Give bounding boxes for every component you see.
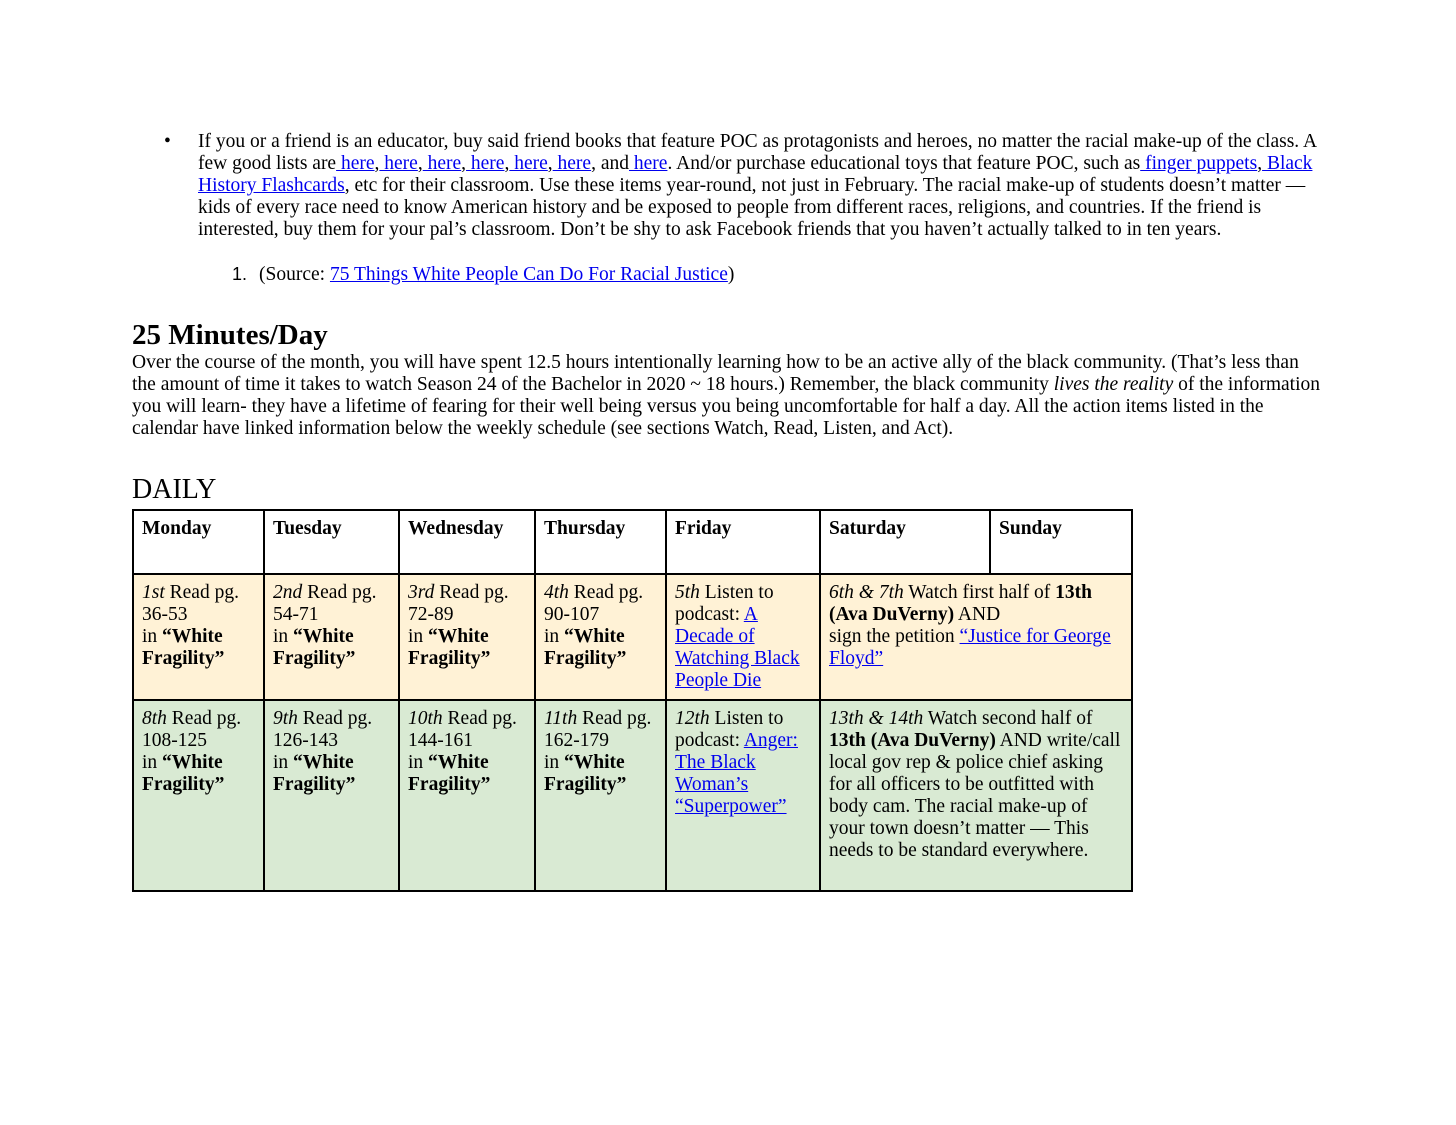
header-thursday: Thursday (535, 510, 666, 574)
cell-and: AND (995, 730, 1042, 751)
cell-10th (399, 700, 535, 891)
day-label: 5th (675, 582, 700, 603)
list-link-5[interactable]: here (509, 153, 548, 174)
section-intro (132, 352, 1322, 440)
header-row (133, 510, 1132, 574)
day-label: 11th (544, 708, 578, 729)
book-title: “White Fragility” (544, 752, 627, 795)
cell-and: AND (954, 604, 1001, 625)
film-title: 13th (Ava DuVerny) (829, 582, 1092, 625)
book-title: “White Fragility” (544, 626, 627, 669)
cell-4th (535, 574, 666, 700)
bullet-text-2: . And/or purchase educational toys that feature POC, such as (667, 153, 1141, 174)
intro-emphasis: lives the reality (1053, 374, 1174, 395)
podcast-link-decade[interactable]: A Decade of Watching Black People Die (675, 604, 800, 691)
day-label: 13th & 14th (829, 708, 924, 729)
cell-rest: write/call local gov rep & police chief asking for all officers to be outfitted with body cam. The racial make-up of your town doesn’t matter — This needs to be standard everywhere. (829, 730, 1121, 861)
cell-8th (133, 700, 264, 891)
cell-12th (666, 700, 820, 891)
cell-text: Read pg. 126-143 (273, 708, 373, 751)
cell-13th-14th (820, 700, 1132, 891)
cell-text: Read pg. 144-161 (408, 708, 517, 751)
cell-2nd (264, 574, 399, 700)
cell-text: Watch first half of (903, 582, 1056, 603)
header-tuesday: Tuesday (264, 510, 399, 574)
cell-text: Watch second half of (923, 708, 1093, 729)
flashcards-link[interactable]: Black History Flashcards (198, 153, 1313, 196)
bullet-and: , and (591, 153, 629, 174)
daily-label: DAILY (132, 474, 217, 505)
daily-calendar-table (132, 509, 1133, 892)
list-link-3[interactable]: here (422, 153, 462, 174)
day-label: 6th & 7th (829, 582, 904, 603)
educator-bullet-item: If you or a friend is an educator, buy said friend books that feature POC as protagonists and heroes, no matter the racial make-up of the class. A few good lists are here, here, here, here, here, here, and here. And/or purchase educational toys that feature POC, such as finger puppets, Black History Flashcards, etc for their classroom. Use these items year-round, not just in February. The racial make-up of students doesn’t matter — kids of every race need to know American history and be exposed to people from different races, religions, and countries. If the friend is interested, buy them for your pal’s classroom. Don’t be shy to ask Facebook friends that you haven’t actually talked to in ten years. (198, 131, 1316, 240)
header-wednesday: Wednesday (399, 510, 535, 574)
list-link-2[interactable]: here (379, 153, 418, 174)
cell-text: Read pg. 36-53 (142, 582, 239, 625)
cell-in: in (544, 752, 565, 773)
week-2-row (133, 700, 1132, 891)
day-label: 9th (273, 708, 298, 729)
cell-in: in (273, 626, 294, 647)
book-title: “White Fragility” (142, 752, 225, 795)
bullet-marker: • (164, 131, 171, 152)
day-label: 12th (675, 708, 710, 729)
list-link-7[interactable]: here (629, 153, 668, 174)
header-monday: Monday (133, 510, 264, 574)
cell-in: in (273, 752, 294, 773)
cell-text: Read pg. 108-125 (142, 708, 242, 751)
podcast-link-anger[interactable]: Anger: The Black Woman’s “Superpower” (675, 730, 798, 817)
film-title: 13th (Ava DuVerny) (829, 730, 996, 751)
cell-text: Read pg. 72-89 (408, 582, 509, 625)
intro-part-1: Over the course of the month, you will have spent 12.5 hours intentionally learning how to be an active ally of the black community. (That’s less than the amount of time it takes to watch Season 24 of the Bachelor in 2020 ~ 18 hours.) Remember, the black community (132, 352, 1299, 395)
source-number: 1. (232, 264, 248, 284)
intro-part-2: of the information you will learn- they have a lifetime of fearing for their well being versus you being uncomfortable for half a day. All the action items listed in the calendar have linked information below the weekly schedule (see sections Watch, Read, Listen, and Act). (132, 374, 1320, 439)
day-label: 3rd (408, 582, 435, 603)
source-suffix: ) (727, 264, 735, 285)
cell-in: in (544, 626, 565, 647)
book-title: “White Fragility” (273, 626, 356, 669)
cell-text: Listen to podcast: (675, 708, 784, 751)
cell-text: Read pg. 90-107 (544, 582, 644, 625)
petition-text: sign the petition (829, 626, 960, 647)
day-label: 2nd (273, 582, 303, 603)
list-link-1[interactable]: here (336, 153, 375, 174)
header-saturday: Saturday (820, 510, 990, 574)
cell-text: Read pg. 54-71 (273, 582, 377, 625)
cell-text: Read pg. 162-179 (544, 708, 652, 751)
list-link-4[interactable]: here (466, 153, 505, 174)
cell-1st (133, 574, 264, 700)
book-title: “White Fragility” (408, 752, 491, 795)
cell-in: in (142, 752, 163, 773)
bullet-text-3: , etc for their classroom. Use these items year-round, not just in February. The racial make-up of students doesn’t matter — kids of every race need to know American history and be exposed to people from different races, religions, and countries. If the friend is interested, buy them for your pal’s classroom. Don’t be shy to ask Facebook friends that you haven’t actually talked to in ten years. (198, 175, 1306, 240)
day-label: 10th (408, 708, 443, 729)
book-title: “White Fragility” (142, 626, 225, 669)
cell-in: in (142, 626, 163, 647)
book-title: “White Fragility” (408, 626, 491, 669)
petition-link[interactable]: “Justice for George Floyd” (829, 626, 1111, 669)
section-heading: 25 Minutes/Day (132, 319, 328, 351)
week-1-row (133, 574, 1132, 700)
cell-6th-7th (820, 574, 1132, 700)
cell-11th (535, 700, 666, 891)
cell-5th (666, 574, 820, 700)
source-link[interactable]: 75 Things White People Can Do For Racial Justice (329, 264, 728, 285)
header-sunday: Sunday (990, 510, 1132, 574)
day-label: 4th (544, 582, 569, 603)
source-prefix: (Source: (259, 264, 330, 285)
book-title: “White Fragility” (273, 752, 356, 795)
cell-9th (264, 700, 399, 891)
finger-puppets-link[interactable]: finger puppets (1140, 153, 1258, 174)
day-label: 1st (142, 582, 165, 603)
cell-3rd (399, 574, 535, 700)
cell-in: in (408, 752, 429, 773)
cell-text: Listen to podcast: (675, 582, 774, 625)
bullet-text-1: If you or a friend is an educator, buy said friend books that feature POC as protagonists and heroes, no matter the racial make-up of the class. A few good lists are (198, 131, 1316, 174)
cell-in: in (408, 626, 429, 647)
header-friday: Friday (666, 510, 820, 574)
source-item (232, 263, 734, 286)
list-link-6[interactable]: here (552, 153, 592, 174)
day-label: 8th (142, 708, 167, 729)
